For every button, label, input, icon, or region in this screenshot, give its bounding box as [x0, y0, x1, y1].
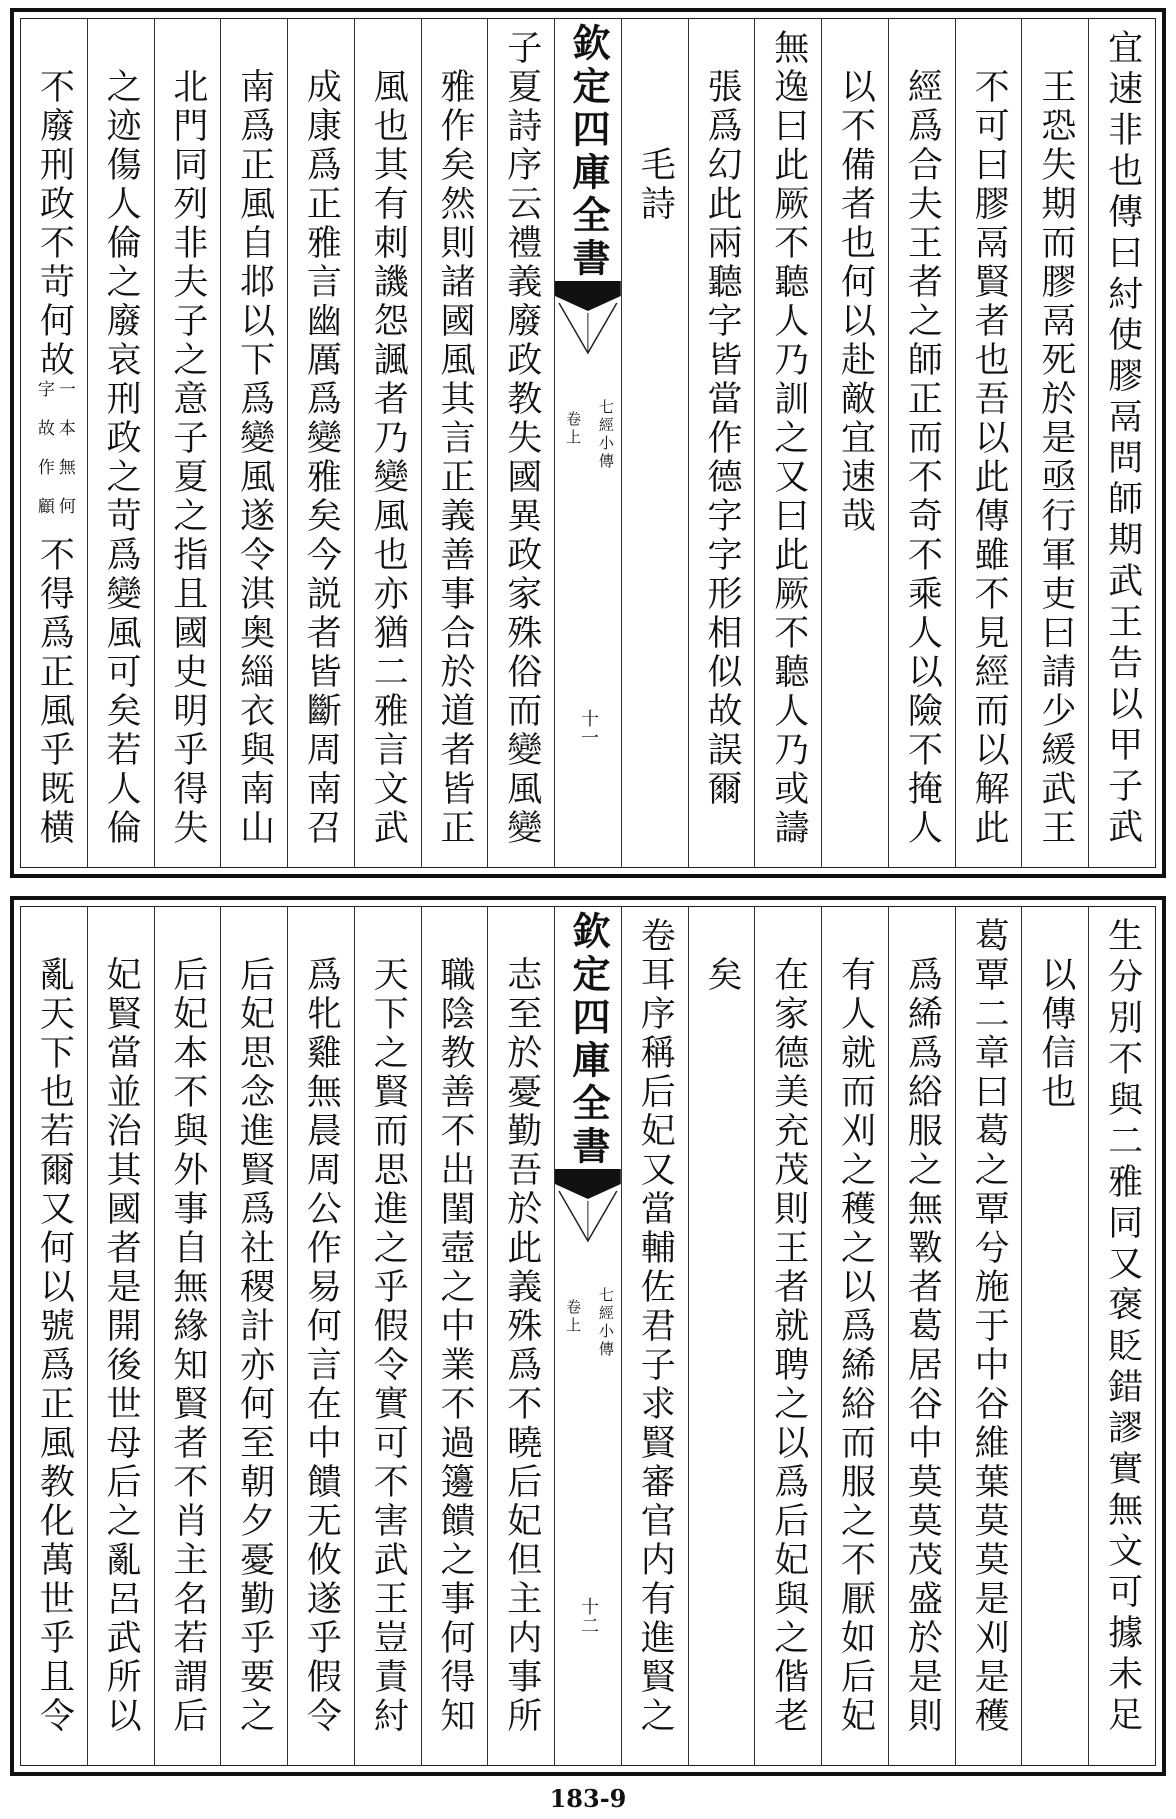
page-number: 183-9 — [549, 1784, 627, 1813]
text-column — [220, 19, 287, 867]
text-column — [487, 907, 554, 1765]
note-line: 一本無何 — [54, 380, 75, 536]
column-text: 風也其有刺譏怨諷者乃變風也亦猶二雅言文武 — [368, 68, 409, 848]
margin-folio: 十二 — [577, 1597, 599, 1635]
text-column — [821, 19, 888, 867]
text-column — [220, 907, 287, 1765]
text-column — [421, 907, 488, 1765]
column-text: 不得爲正風乎既横 — [34, 536, 75, 848]
column-text: 子夏詩序云禮義廢政教失國異政家殊俗而變風變 — [501, 29, 542, 848]
upper-page — [10, 8, 1166, 878]
text-column — [821, 907, 888, 1765]
column-text: 雅作矣然則諸國風其言正義善事合於道者皆正 — [434, 68, 475, 848]
center-margin — [554, 907, 621, 1765]
text-column — [888, 19, 955, 867]
text-column — [955, 907, 1022, 1765]
text-column — [154, 907, 221, 1765]
page-frame — [20, 906, 1156, 1766]
fish-tail-band — [555, 1169, 621, 1178]
text-column — [621, 19, 688, 867]
column-text: 后妃思念進賢爲社稷計亦何至朝夕憂勤乎要之 — [234, 956, 275, 1736]
section-heading: 毛詩 — [635, 146, 676, 224]
column-text: 矣 — [702, 956, 743, 995]
column-text: 有人就而刈之穫之以爲絺綌而服之不厭如后妃 — [835, 956, 876, 1736]
fish-tail-band — [555, 281, 621, 290]
column-text: 亂天下也若爾又何以號爲正風教化萬世乎且令 — [34, 956, 75, 1736]
column-text: 天下之賢而思進之乎假令實可不害武王豈責紂 — [368, 956, 409, 1736]
text-column — [754, 907, 821, 1765]
margin-folio: 十一 — [577, 709, 599, 747]
fish-tail-ornament — [555, 1169, 621, 1249]
column-text: 北門同列非夫子之意子夏之指且國史明乎得失 — [167, 68, 208, 848]
text-column — [1021, 907, 1088, 1765]
column-text: 以傳信也 — [1035, 956, 1076, 1112]
margin-title: 欽定四庫全書 — [565, 23, 611, 281]
column-text: 張爲幻此兩聽字皆當作德字字形相似故誤爾 — [702, 68, 743, 809]
column-text: 在家德美充茂則王者就聘之以爲后妃與之偕老 — [768, 956, 809, 1736]
column-text: 王恐失期而膠鬲死於是亟行軍吏曰請少緩武王 — [1035, 68, 1076, 848]
text-column — [87, 907, 154, 1765]
text-column — [754, 19, 821, 867]
column-text: 職陰教善不出閨壼之中業不過籩饋之事何得知 — [434, 956, 475, 1736]
text-column — [1088, 907, 1155, 1765]
column-text: 妃賢當並治其國者是開後世母后之亂呂武所以 — [101, 956, 142, 1736]
text-column — [21, 907, 87, 1765]
lower-page — [10, 896, 1166, 1776]
text-column — [487, 19, 554, 867]
column-text: 南爲正風自邶以下爲變風遂令淇奥緇衣與南山 — [234, 68, 275, 848]
text-column — [287, 907, 354, 1765]
text-column — [955, 19, 1022, 867]
page-frame — [20, 18, 1156, 868]
column-text: 葛覃二章曰葛之覃兮施于中谷維葉莫莫是刈是穫 — [969, 917, 1010, 1736]
text-column — [287, 19, 354, 867]
margin-book-title: 七經小傳 — [596, 1287, 615, 1359]
column-text: 爲絺爲綌服之無斁者葛居谷中莫莫茂盛於是則 — [902, 956, 943, 1736]
column-text: 不廢刑政不苛何故 — [34, 68, 75, 380]
margin-book-title: 七經小傳 — [596, 399, 615, 471]
text-column — [354, 19, 421, 867]
column-text: 以不備者也何以赴敵宜速哉 — [835, 68, 876, 536]
center-margin — [554, 19, 621, 867]
text-column — [354, 907, 421, 1765]
column-text: 無逸曰此厥不聽人乃訓之又曰此厥不聽人乃或譸 — [768, 29, 809, 848]
column-text: 后妃本不與外事自無緣知賢者不肖主名若謂后 — [167, 956, 208, 1736]
column-text: 生分別不與二雅同又褒貶錯謬實無文可據未足 — [1102, 917, 1143, 1737]
fish-tail-notch — [555, 1178, 621, 1199]
text-column — [1021, 19, 1088, 867]
column-text: 爲牝雞無晨周公作易何言在中饋无攸遂乎假令 — [301, 956, 342, 1736]
column-text: 卷耳序稱后妃又當輔佐君子求賢審官内有進賢之 — [635, 917, 676, 1736]
text-column — [421, 19, 488, 867]
text-column — [621, 907, 688, 1765]
text-column — [21, 19, 87, 867]
column-text: 宜速非也傳曰紂使膠鬲問師期武王告以甲子武 — [1102, 29, 1143, 849]
text-column — [154, 19, 221, 867]
margin-juan: 卷上 — [564, 411, 583, 447]
margin-juan: 卷上 — [564, 1299, 583, 1335]
text-column — [1088, 19, 1155, 867]
column-text: 之迹傷人倫之廢哀刑政之苛爲變風可矣若人倫 — [101, 68, 142, 848]
column-with-note — [21, 68, 87, 848]
margin-title: 欽定四庫全書 — [565, 911, 611, 1169]
fish-tail-notch — [555, 290, 621, 311]
interlinear-note — [35, 380, 73, 536]
column-text: 經爲合夫王者之師正而不奇不乘人以險不掩人 — [902, 68, 943, 848]
text-column — [688, 907, 755, 1765]
column-text: 成康爲正雅言幽厲爲變雅矣今説者皆斷周南召 — [301, 68, 342, 848]
fish-tail-ornament — [555, 281, 621, 361]
note-line: 字故作顧 — [33, 380, 54, 536]
column-text: 志至於憂勤吾於此義殊爲不曉后妃但主内事所 — [501, 956, 542, 1736]
text-column — [688, 19, 755, 867]
text-column — [87, 19, 154, 867]
text-column — [888, 907, 955, 1765]
column-text: 不可曰膠鬲賢者也吾以此傳雖不見經而以解此 — [969, 68, 1010, 848]
